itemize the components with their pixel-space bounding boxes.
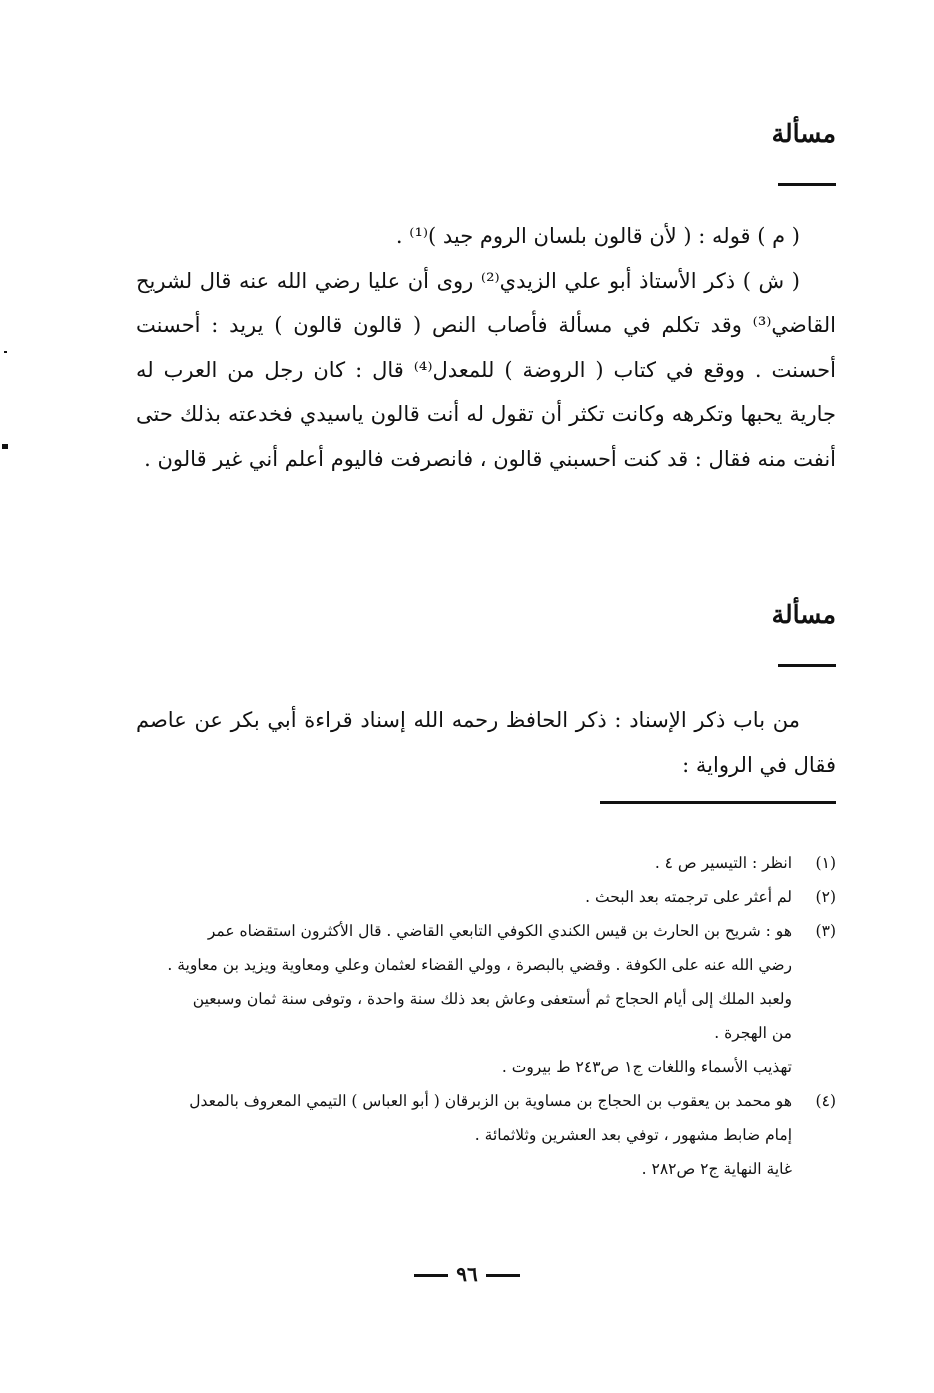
footnote-text: [136, 914, 792, 1084]
section-2-body: [136, 698, 836, 787]
footnote-4: [136, 1084, 836, 1186]
heading-underline-2: [778, 664, 836, 667]
section-heading-1: مسألة: [771, 119, 836, 148]
footnote-source: تهذيب الأسماء واللغات ج١ ص٢٤٣ ط بيروت .: [501, 1058, 792, 1076]
scan-speck: [4, 351, 7, 353]
section-heading-2: مسألة: [771, 600, 836, 629]
footnote-source: غاية النهاية ج٢ ص٢٨٢ .: [641, 1160, 792, 1178]
footnote-text: [136, 880, 792, 914]
section-1-body: [136, 214, 836, 481]
scan-speck: [2, 444, 8, 449]
footnote-number: (٤): [815, 1092, 836, 1110]
footnote-number: (١): [815, 854, 836, 872]
footnote-1: [136, 846, 836, 880]
footnote-number: (٣): [815, 922, 836, 940]
sharh-paragraph: ( ش ) ذكر الأستاذ أبو علي الزيدي⁽²⁾ روى أن عليا رضي الله عنه قال لشريح القاضي⁽³⁾ وقد تكلم في مسألة فأصاب النص ( قالون قالون ) يريد : أحسنت أحسنت . ووقع في كتاب ( الروضة ) للمعدل⁽⁴⁾ قال : كان رجل من العرب له جارية يحبها وتكرهه وكانت تكثر أن تقول له أنت قالون ياسيدي فخدعته بذلك حتى أنفت منه فقال : قد كنت أحسبني قالون ، فانصرفت فاليوم أعلم أني غير قالون .: [136, 268, 836, 471]
footnote-line: هو : شريح بن الحارث بن قيس الكندي الكوفي التابعي القاضي . قال الأكثرون استقضاه عمر: [207, 922, 792, 940]
footnote-text: [136, 1084, 792, 1186]
footnote-2: [136, 880, 836, 914]
page-number-dash-right: [414, 1274, 448, 1277]
footnote-line: إمام ضابط مشهور ، توفي بعد العشرين وثلاثمائة .: [474, 1126, 792, 1144]
page-number-dash-left: [486, 1274, 520, 1277]
page-number-value: ٩٦: [456, 1262, 478, 1286]
footnote-number: (٢): [815, 888, 836, 906]
matn-quote: ( م ) قوله : ( لأن قالون بلسان الروم جيد )⁽¹⁾ .: [395, 224, 800, 248]
page-number: [0, 1262, 934, 1286]
footnote-line: هو محمد بن يعقوب بن الحجاج بن مساوية بن الزبرقان ( أبو العباس ) التيمي المعروف بالمعدل: [189, 1092, 792, 1110]
footnote-line: لم أعثر على ترجمته بعد البحث .: [585, 888, 792, 906]
footnote-line: من الهجرة .: [714, 1024, 792, 1042]
footnote-line: انظر : التيسير ص ٤ .: [654, 854, 792, 872]
footnotes: [136, 846, 836, 1186]
heading-underline-1: [778, 183, 836, 186]
footnote-3: [136, 914, 836, 1084]
footnote-line: رضي الله عنه على الكوفة . وقضي بالبصرة ، وولي القضاء لعثمان وعلي ومعاوية ويزيد بن معاوية .: [167, 956, 792, 974]
footnote-text: [136, 846, 792, 880]
isnad-paragraph: من باب ذكر الإسناد : ذكر الحافظ رحمه الله إسناد قراءة أبي بكر عن عاصم فقال في الرواية :: [136, 708, 836, 777]
footnote-separator: [600, 801, 836, 804]
footnote-line: ولعبد الملك إلى أيام الحجاج ثم أستعفى وعاش بعد ذلك سنة واحدة ، وتوفى سنة ثمان وسبعين: [192, 990, 792, 1008]
